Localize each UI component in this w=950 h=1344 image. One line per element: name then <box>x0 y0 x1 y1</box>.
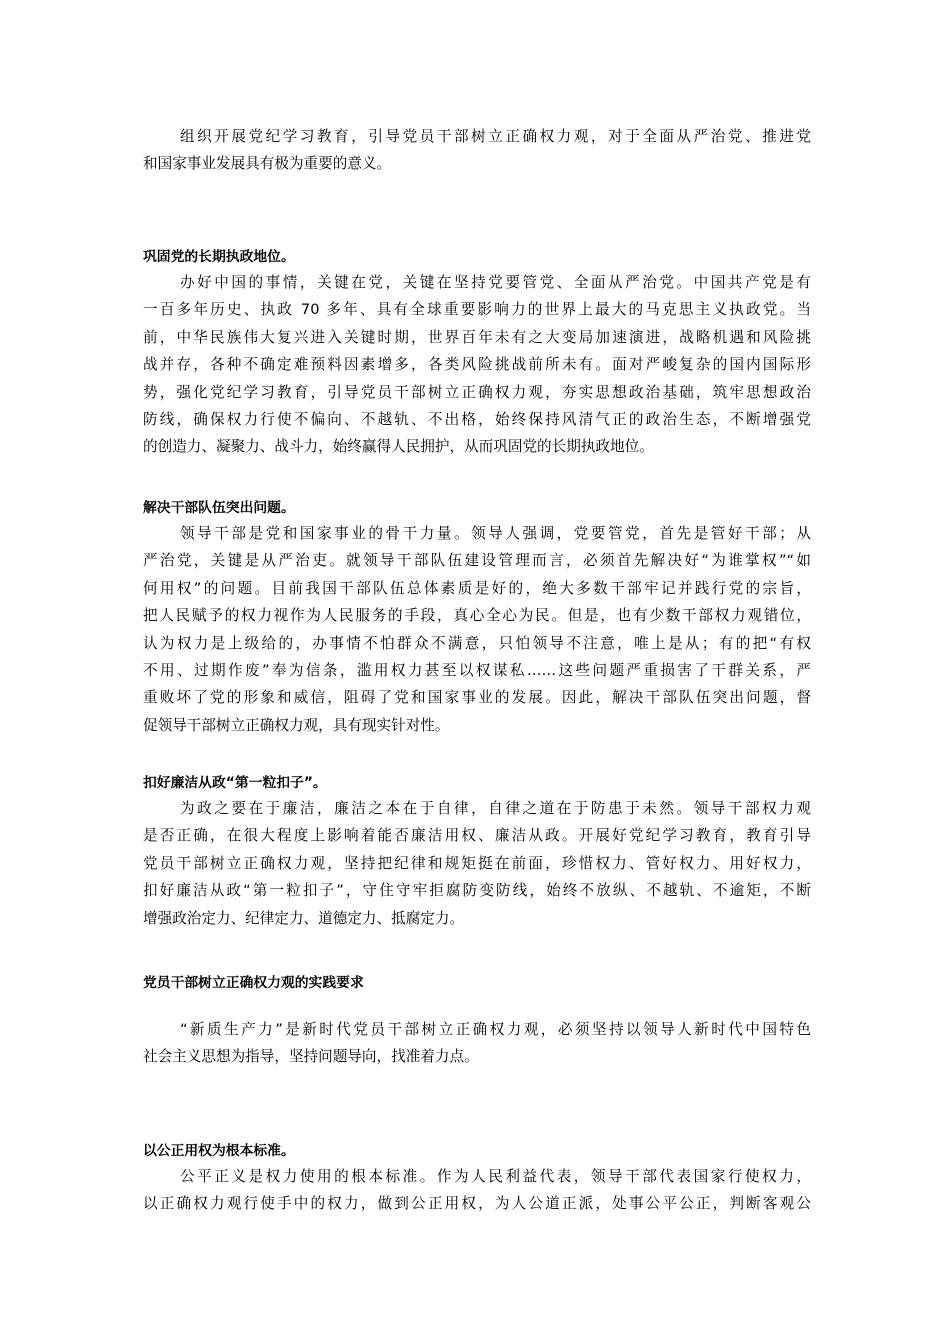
section-integrity-first-button <box>143 771 811 932</box>
paragraph-line: 是否正确，在很大程度上影响着能否廉洁用权、廉洁从政。开展好党纪学习教育，教育引导 <box>143 827 811 845</box>
paragraph-line: 何用权”的问题。目前我国干部队伍总体素质是好的，绝大多数干部牢记并践行党的宗旨， <box>143 579 811 597</box>
paragraph-line: 前，中华民族伟大复兴进入关键时期，世界百年未有之大变局加速演进，战略机遇和风险挑 <box>143 328 811 346</box>
paragraph-line: 组织开展党纪学习教育，引导党员干部树立正确权力观，对于全面从严治党、推进党 <box>180 128 811 145</box>
paragraph-line: 战并存，各种不确定难预料因素增多，各类风险挑战前所未有。面对严峻复杂的国内国际形 <box>143 356 811 374</box>
intro-paragraph <box>143 123 811 178</box>
paragraph-line: 和国家事业发展具有极为重要的意义。 <box>143 155 392 173</box>
paragraph-line: 增强政治定力、纪律定力、道德定力、抵腐定力。 <box>143 909 465 927</box>
paragraph-line: 促领导干部树立正确权力观，具有现实针对性。 <box>143 716 450 734</box>
paragraph-line: 为政之要在于廉洁，廉洁之本在于自律，自律之道在于防患于未然。领导干部权力观 <box>180 800 811 817</box>
paragraph-line: 社会主义思想为指导，坚持问题导向，找准着力点。 <box>143 1048 479 1066</box>
paragraph-line: 的创造力、凝聚力、战斗力，始终赢得人民拥护，从而巩固党的长期执政地位。 <box>143 438 654 456</box>
section-consolidate-governance <box>143 245 811 461</box>
section-heading: 以公正用权为根本标准。 <box>143 1143 295 1159</box>
practice-requirements-paragraph <box>143 1016 811 1071</box>
section-heading: 解决干部队伍突出问题。 <box>143 500 295 516</box>
paragraph-line: 一百多年历史、执政 70 多年、具有全球重要影响力的世界上最大的马克思主义执政党。当 <box>143 301 811 319</box>
paragraph-line: 不用、过期作废”奉为信条，滥用权力甚至以权谋私……这些问题严重损害了干群关系，严 <box>143 661 811 679</box>
paragraph-line: 领导干部是党和国家事业的骨干力量。领导人强调，党要管党，首先是管好干部；从 <box>180 525 811 542</box>
paragraph-line: 严治党，关键是从严治吏。就领导干部队伍建设管理而言，必须首先解决好“为谁掌权”“如 <box>143 552 811 570</box>
paragraph-line: 以正确权力观行使手中的权力，做到公正用权，为人公道正派，处事公平公正，判断客观公 <box>143 1195 811 1213</box>
section-cadre-problems <box>143 496 811 739</box>
section-heading: 扣好廉洁从政“第一粒扣子”。 <box>143 775 327 791</box>
section-heading: 党员干部树立正确权力观的实践要求 <box>143 975 364 991</box>
section-heading: 巩固党的长期执政地位。 <box>143 249 295 265</box>
section-fair-use-of-power <box>143 1139 811 1218</box>
section-practice-requirements <box>143 971 811 995</box>
paragraph-line: 防线，确保权力行使不偏向、不越轨、不出格，始终保持风清气正的政治生态，不断增强党 <box>143 410 811 428</box>
paragraph-line: “新质生产力”是新时代党员干部树立正确权力观，必须坚持以领导人新时代中国特色 <box>180 1021 811 1038</box>
paragraph-line: 重败坏了党的形象和威信，阻碍了党和国家事业的发展。因此，解决干部队伍突出问题，督 <box>143 689 811 707</box>
paragraph-line: 把人民赋予的权力视作为人民服务的手段，真心全心为民。但是，也有少数干部权力观错位， <box>143 607 811 625</box>
paragraph-line: 党员干部树立正确权力观，坚持把纪律和规矩挺在前面，珍惜权力、管好权力、用好权力， <box>143 854 811 872</box>
paragraph-line: 认为权力是上级给的，办事情不怕群众不满意，只怕领导不注意，唯上是从；有的把“有权 <box>143 634 811 652</box>
paragraph-line: 势，强化党纪学习教育，引导党员干部树立正确权力观，夯实思想政治基础，筑牢思想政治 <box>143 383 811 401</box>
paragraph-line: 公平正义是权力使用的根本标准。作为人民利益代表，领导干部代表国家行使权力， <box>180 1168 811 1185</box>
paragraph-line: 办好中国的事情，关键在党，关键在坚持党要管党、全面从严治党。中国共产党是有 <box>180 274 811 291</box>
paragraph-line: 扣好廉洁从政“第一粒扣子”，守住守牢拒腐防变防线，始终不放纵、不越轨、不逾矩，不断 <box>143 882 811 900</box>
